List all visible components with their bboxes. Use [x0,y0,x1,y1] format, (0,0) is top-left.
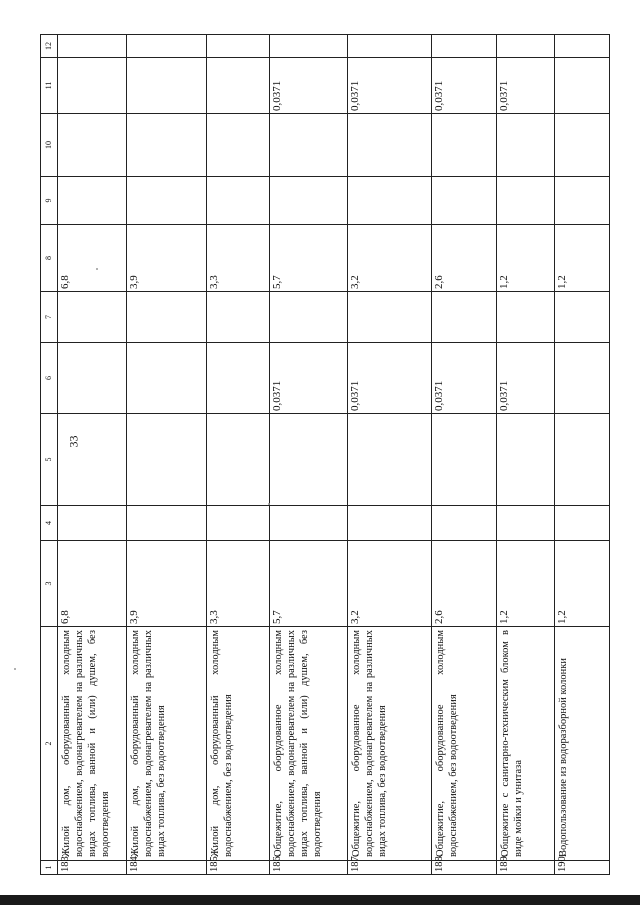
table-row [347,35,431,875]
cell-col-6 [57,343,126,414]
cell-col-12 [555,35,610,58]
cell-col-10 [206,114,269,177]
cell-col-9 [496,177,555,225]
cell-col-9 [269,177,347,225]
table-row [127,35,207,875]
cell-col-8: 3,9 [127,225,207,292]
cell-col-8: 1,2 [555,225,610,292]
cell-col-3: 6,8 [57,541,126,627]
cell-col-3: 5,7 [269,541,347,627]
cell-col-7 [431,292,496,343]
cell-col-7 [347,292,431,343]
row-description: Общежитие, оборудованное холодным водоснабжением, водонагревателем на различных видах топлива, без водоотведения [347,627,431,861]
cell-col-10 [496,114,555,177]
cell-col-6 [555,343,610,414]
cell-col-10 [269,114,347,177]
row-number: 184. [127,861,207,875]
table-row [206,35,269,875]
cell-col-12 [347,35,431,58]
cell-col-9 [206,177,269,225]
row-description: Общежитие с санитарно-техническим блоком в виде мойки и унитаза [496,627,555,861]
row-description: Жилой дом, оборудованный холодным водоснабжением, без водоотведения [206,627,269,861]
cell-col-8: 5,7 [269,225,347,292]
cell-col-5 [269,414,347,506]
cell-col-7 [555,292,610,343]
cell-col-8: 3,3 [206,225,269,292]
cell-col-10 [347,114,431,177]
cell-col-9 [57,177,126,225]
cell-col-3: 3,9 [127,541,207,627]
col-header-10: 10 [41,114,58,177]
cell-col-11 [206,58,269,114]
cell-col-9 [431,177,496,225]
cell-col-6: 0,0371 [347,343,431,414]
cell-col-11 [57,58,126,114]
table-row [496,35,555,875]
cell-col-3: 2,6 [431,541,496,627]
row-number: 189. [496,861,555,875]
cell-col-8: 1,2 [496,225,555,292]
cell-col-5 [57,414,126,506]
table-row [269,35,347,875]
cell-col-11 [127,58,207,114]
cell-col-12 [496,35,555,58]
table-row [57,35,126,875]
cell-col-5 [496,414,555,506]
cell-col-10 [555,114,610,177]
cell-col-5 [206,414,269,506]
row-number: 183. [57,861,126,875]
table-body [41,35,610,875]
col-header-2: 2 [41,627,58,861]
row-description: Жилой дом, оборудованный холодным водоснабжением, водонагревателем на различных видах топлива, без водоотведения [127,627,207,861]
row-number: 186. [269,861,347,875]
cell-col-4 [431,506,496,541]
cell-col-7 [269,292,347,343]
cell-col-10 [57,114,126,177]
cell-col-4 [57,506,126,541]
cell-col-8: 6,8 [57,225,126,292]
col-header-9: 9 [41,177,58,225]
cell-col-11: 0,0371 [269,58,347,114]
cell-col-5 [431,414,496,506]
cell-col-8: 3,2 [347,225,431,292]
cell-col-11: 0,0371 [431,58,496,114]
cell-col-12 [57,35,126,58]
cell-col-11 [555,58,610,114]
cell-col-9 [127,177,207,225]
row-number: 185. [206,861,269,875]
cell-col-3: 3,2 [347,541,431,627]
table-row [555,35,610,875]
cell-col-10 [431,114,496,177]
row-number: 188. [431,861,496,875]
cell-col-12 [206,35,269,58]
col-header-7: 7 [41,292,58,343]
cell-col-12 [127,35,207,58]
cell-col-7 [127,292,207,343]
row-number: 187. [347,861,431,875]
row-description: Общежитие, оборудованное холодным водоснабжением, без водоотведения [431,627,496,861]
col-header-5: 5 [41,414,58,506]
cell-col-4 [555,506,610,541]
cell-col-6 [127,343,207,414]
col-header-1: 1 [41,861,58,875]
cell-col-5 [127,414,207,506]
cell-col-6 [206,343,269,414]
cell-col-3: 1,2 [555,541,610,627]
cell-col-7 [57,292,126,343]
cell-col-4 [269,506,347,541]
cell-col-7 [496,292,555,343]
cell-col-5 [347,414,431,506]
cell-col-11: 0,0371 [347,58,431,114]
cell-col-7 [206,292,269,343]
col-header-8: 8 [41,225,58,292]
col-header-4: 4 [41,506,58,541]
row-description: Общежитие, оборудованное холодным водоснабжением, водонагревателем на различных видах топлива, ванной и (или) душем, без водоотведения [269,627,347,861]
rotated-table-container [40,35,610,875]
cell-col-11: 0,0371 [496,58,555,114]
row-description: Жилой дом, оборудованный холодным водоснабжением, водонагревателем на различных видах топлива, ванной и (или) душем, без водоотведения [57,627,126,861]
scan-edge [0,895,640,905]
cell-col-4 [206,506,269,541]
cell-col-12 [431,35,496,58]
cell-col-4 [496,506,555,541]
header-row [41,35,58,875]
col-header-12: 12 [41,35,58,58]
cell-col-5 [555,414,610,506]
col-header-3: 3 [41,541,58,627]
cell-col-9 [555,177,610,225]
tariff-table [40,34,610,875]
table-row [431,35,496,875]
cell-col-10 [127,114,207,177]
cell-col-4 [347,506,431,541]
cell-col-6: 0,0371 [431,343,496,414]
cell-col-6: 0,0371 [269,343,347,414]
cell-col-3: 1,2 [496,541,555,627]
col-header-6: 6 [41,343,58,414]
row-number: 190. [555,861,610,875]
cell-col-9 [347,177,431,225]
cell-col-12 [269,35,347,58]
row-description: Водопользование из водоразборной колонки [555,627,610,861]
page-number: 33 [66,435,81,448]
cell-col-8: 2,6 [431,225,496,292]
cell-col-3: 3,3 [206,541,269,627]
cell-col-6: 0,0371 [496,343,555,414]
cell-col-4 [127,506,207,541]
col-header-11: 11 [41,58,58,114]
